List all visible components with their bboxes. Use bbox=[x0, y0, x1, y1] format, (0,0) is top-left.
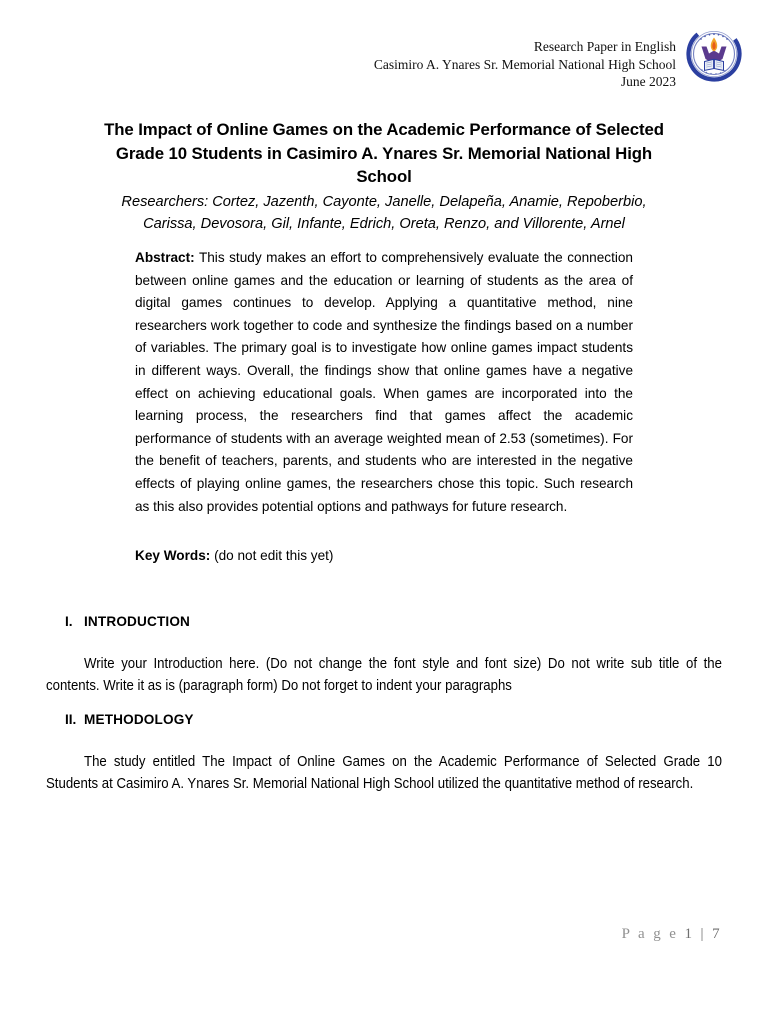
section-title: METHODOLOGY bbox=[84, 712, 194, 727]
section-heading-introduction bbox=[46, 613, 722, 631]
header-line-paper-type: Research Paper in English bbox=[533, 39, 676, 54]
section-number: II. bbox=[65, 712, 77, 727]
page-number-value: 1 | 7 bbox=[684, 926, 722, 942]
header-text-block bbox=[374, 36, 686, 91]
page-number bbox=[622, 926, 722, 943]
abstract-block bbox=[135, 247, 633, 568]
keywords-value: (do not edit this yet) bbox=[210, 548, 334, 564]
page-header bbox=[0, 36, 768, 100]
section-heading-methodology bbox=[46, 711, 722, 729]
page-title: The Impact of Online Games on the Academic Performance of Selected Grade 10 Students in Casimiro A. Ynares Sr. Memorial National High School bbox=[104, 120, 664, 186]
section-title: INTRODUCTION bbox=[84, 614, 191, 629]
section-body-introduction: Write your Introduction here. (Do not change the font style and font size) Do not write sub title of the contents. Write it as is (paragraph form) Do not forget to indent your paragraphs bbox=[46, 656, 723, 694]
page-footer bbox=[0, 925, 722, 943]
abstract-label: Abstract: bbox=[135, 250, 195, 265]
school-seal-icon bbox=[686, 26, 742, 82]
section-number: I. bbox=[65, 614, 73, 629]
section-body-methodology: The study entitled The Impact of Online Games on the Academic Performance of Selected Grade 10 Students at Casimiro A. Ynares Sr. Memorial National High School utilized the quantitative method of research. bbox=[46, 754, 723, 792]
title-block bbox=[104, 118, 664, 235]
section-methodology bbox=[46, 711, 722, 795]
header-line-school-name: Casimiro A. Ynares Sr. Memorial National High School bbox=[373, 56, 676, 72]
abstract-paragraph bbox=[135, 247, 633, 518]
keywords-paragraph bbox=[135, 545, 633, 568]
abstract-body: This study makes an effort to comprehensively evaluate the connection between online games and the education or learning of students as the area of digital games continues to develop. Applying a quantitative method, nine researchers work together to code and synthesize the findings based on a number of variables. The primary goal is to investigate how online games impact students in different ways. Overall, the findings show that online games have a negative effect on achieving educational goals. When games are incorporated into the learning process, the researchers find that games affect the academic performance of students with an average weighted mean of 2.53 (sometimes). For the benefit of teachers, parents, and students who are interested in the negative effects of playing online games, the researchers chose this topic. Such research as this also provides potential options and pathways for future research. bbox=[135, 250, 633, 514]
section-introduction bbox=[46, 613, 722, 697]
school-seal-logo bbox=[686, 26, 742, 82]
page-number-word: P a g e bbox=[621, 926, 685, 942]
header-line-date: June 2023 bbox=[620, 74, 676, 89]
researchers-line: Researchers: Cortez, Jazenth, Cayonte, Janelle, Delapeña, Anamie, Repoberbio, Carissa, Devosora, Gil, Infante, Edrich, Oreta, Renzo, and Villorente, Arnel bbox=[121, 193, 647, 232]
keywords-label: Key Words: bbox=[135, 548, 211, 564]
